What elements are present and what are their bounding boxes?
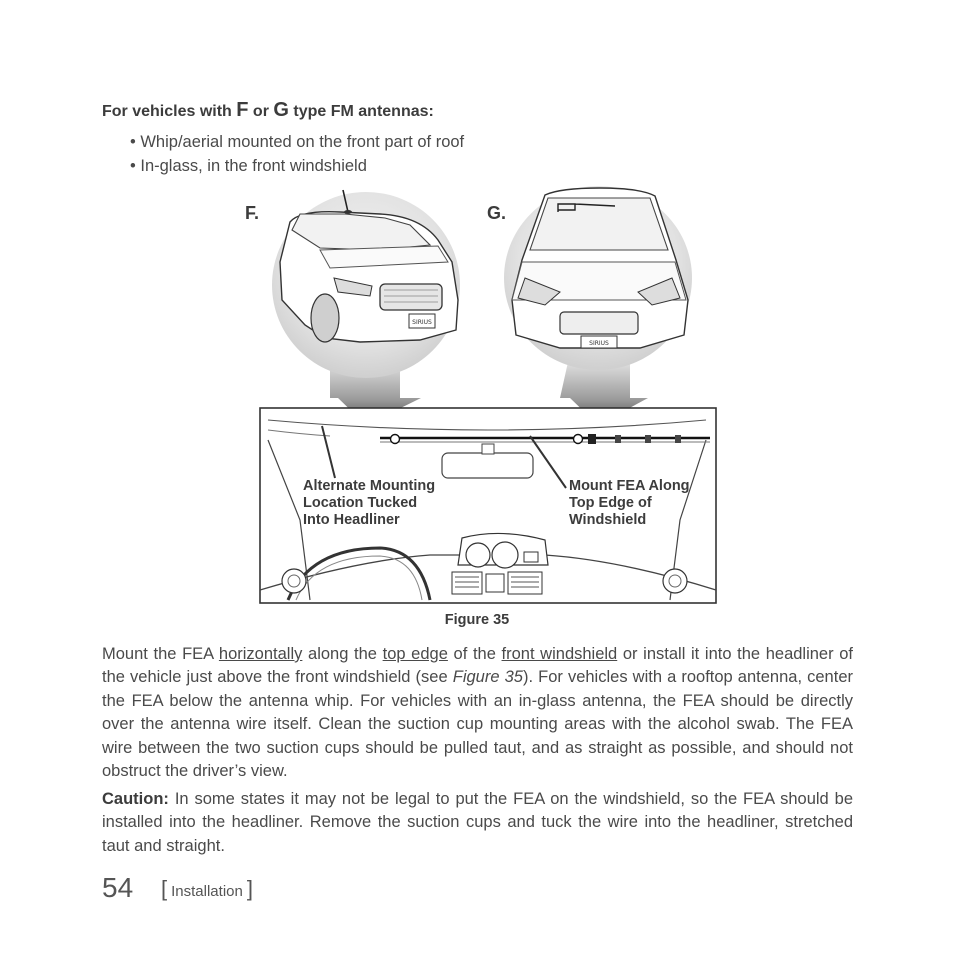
para1-text: Mount the FEA: [102, 645, 219, 663]
para1-text: or install it into the headliner of the vehicle just above the front windshield (see: [102, 645, 854, 687]
figure-label-g: G.: [487, 203, 507, 223]
figure-caption: Figure 35: [444, 612, 510, 628]
heading-prefix: For vehicles with: [102, 103, 237, 120]
callout-windshield-line: Windshield: [569, 512, 647, 528]
bullet-glass: • In-glass, in the front windshield: [130, 157, 367, 175]
heading-or: or: [248, 103, 274, 120]
callout-windshield-line: Top Edge of: [569, 495, 652, 511]
car-glass-antenna-illustration: [504, 186, 692, 425]
page-number: 54: [102, 872, 134, 903]
caution-text: In some states it may not be legal to put the FEA on the windshield, so the FEA should be installed into the headliner. Remove the suction cups and tuck the wire into the headliner, stretched taut and straight.: [102, 790, 853, 855]
para1-underline-horizontally: horizontally: [218, 645, 303, 663]
figure-label-f: F.: [245, 203, 260, 223]
callout-windshield: [569, 478, 690, 529]
svg-text:SIRIUS: SIRIUS: [589, 340, 609, 347]
mounting-instructions-paragraph: [102, 643, 853, 783]
bullet-roof: • Whip/aerial mounted on the front part of roof: [130, 133, 465, 151]
car-roof-antenna-illustration: [272, 190, 460, 425]
bracket-close: ]: [246, 876, 253, 901]
callout-windshield-line: Mount FEA Along: [569, 478, 690, 494]
heading-suffix: type FM antennas:: [288, 103, 434, 120]
callout-headliner-line: Alternate Mounting: [303, 478, 436, 494]
section-footer: [161, 876, 253, 902]
section-name: Installation: [171, 883, 243, 900]
para1-underline-front-windshield: front windshield: [501, 645, 618, 663]
svg-text:SIRIUS: SIRIUS: [412, 319, 432, 326]
callout-headliner-line: Location Tucked: [303, 495, 418, 511]
bracket-open: [: [161, 876, 168, 901]
caution-paragraph: [102, 788, 853, 858]
callout-headliner: [303, 478, 435, 529]
para1-text: ). For vehicles with a rooftop antenna, center the FEA below the antenna whip. For vehicles with an in-glass antenna, the FEA should be directly over the antenna wire itself. Clean the suction cup mounting areas with the alcohol swab. The FEA wire between the two suction cups should be pulled taut, and as straight as possible, and should not obstruct the driver’s view.: [102, 668, 853, 781]
caution-label: Caution:: [102, 790, 169, 808]
heading-g: G: [273, 99, 289, 121]
para1-underline-top-edge: top edge: [382, 645, 448, 663]
heading-f: F: [236, 99, 249, 121]
para1-text: of the: [447, 645, 502, 663]
figure-reference: Figure 35: [452, 668, 523, 687]
para1-text: along the: [302, 645, 383, 663]
callout-headliner-line: Into Headliner: [303, 512, 400, 528]
